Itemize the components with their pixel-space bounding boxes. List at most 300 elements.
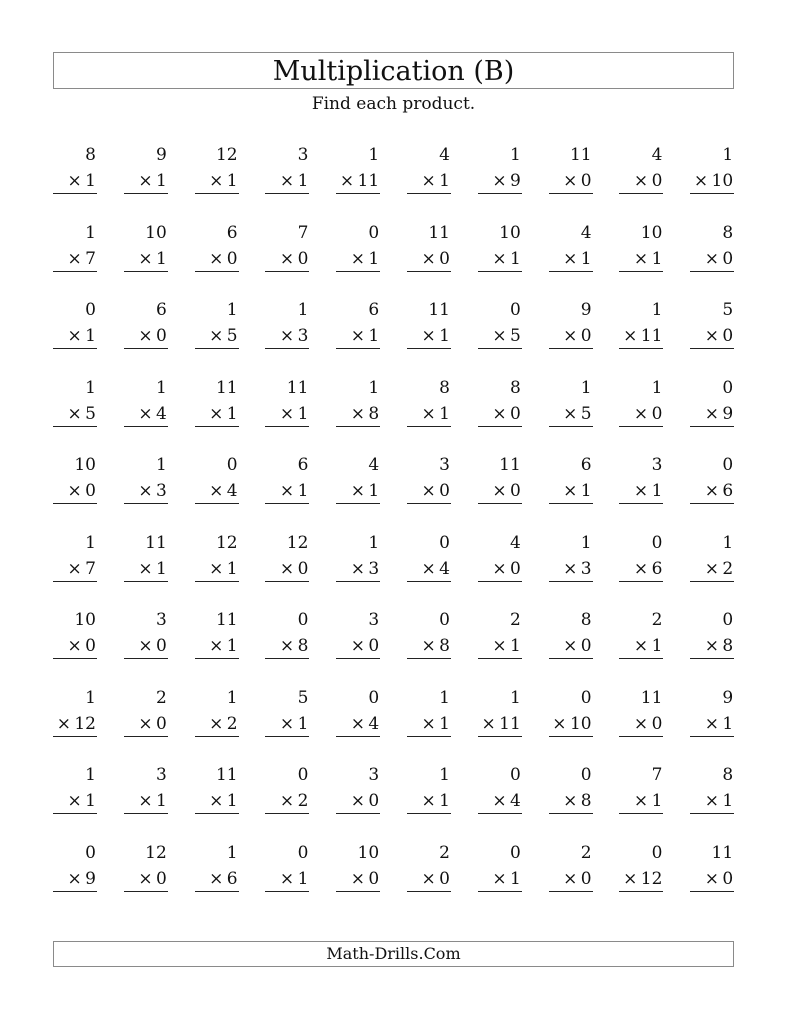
multiplier-row bbox=[336, 633, 380, 659]
multiplier-row bbox=[53, 556, 97, 582]
multiplier-row bbox=[690, 633, 734, 659]
times-sign: × bbox=[67, 636, 82, 656]
multiplicand: 3 bbox=[297, 145, 309, 165]
multiplicand: 5 bbox=[297, 687, 309, 708]
multiplicand: 11 bbox=[215, 377, 238, 398]
multiplicand: 11 bbox=[286, 377, 309, 398]
multiplier: 8 bbox=[580, 791, 592, 811]
times-sign: × bbox=[209, 403, 224, 424]
answer-line bbox=[407, 193, 451, 194]
multiplier: 9 bbox=[722, 403, 734, 424]
multiplier: 1 bbox=[439, 171, 450, 191]
answer-line bbox=[619, 271, 663, 272]
footer-site-name: Math-Drills.Com bbox=[326, 944, 461, 963]
multiplier-row bbox=[265, 168, 309, 194]
multiplier-row bbox=[265, 711, 309, 737]
multiplier: 0 bbox=[439, 248, 450, 269]
multiplier-row bbox=[407, 401, 451, 427]
multiplication-problem bbox=[549, 530, 593, 584]
multiplicand: 9 bbox=[722, 687, 734, 708]
multiplicand: 0 bbox=[85, 842, 96, 863]
times-sign: × bbox=[481, 713, 496, 734]
answer-line bbox=[478, 736, 522, 737]
multiplier-row bbox=[690, 788, 734, 814]
times-sign: × bbox=[704, 481, 719, 501]
multiplier-row bbox=[549, 246, 593, 272]
multiplier-row bbox=[407, 478, 451, 504]
multiplier-row bbox=[478, 866, 522, 892]
multiplier: 1 bbox=[155, 791, 167, 811]
multiplier: 0 bbox=[439, 481, 450, 501]
answer-line bbox=[53, 658, 97, 659]
multiplicand: 6 bbox=[297, 455, 309, 475]
multiplier-row bbox=[265, 323, 309, 349]
multiplicand: 1 bbox=[651, 300, 663, 320]
multiplicand: 5 bbox=[722, 300, 734, 320]
times-sign: × bbox=[421, 558, 436, 579]
answer-line bbox=[690, 581, 734, 582]
multiplicand: 1 bbox=[297, 300, 309, 320]
times-sign: × bbox=[350, 403, 365, 424]
multiplier: 1 bbox=[509, 868, 521, 889]
multiplier: 0 bbox=[722, 868, 734, 889]
multiplier-row bbox=[124, 478, 168, 504]
multiplier: 4 bbox=[226, 481, 238, 501]
multiplicand: 1 bbox=[509, 687, 521, 708]
multiplier-row bbox=[619, 401, 663, 427]
multiplier: 1 bbox=[509, 248, 521, 269]
multiplier-row bbox=[407, 556, 451, 582]
times-sign: × bbox=[350, 713, 365, 734]
answer-line bbox=[265, 348, 309, 349]
times-sign: × bbox=[350, 558, 365, 579]
answer-line bbox=[478, 271, 522, 272]
multiplicand: 1 bbox=[226, 300, 238, 320]
times-sign: × bbox=[138, 636, 153, 656]
multiplier: 9 bbox=[85, 868, 96, 889]
multiplier: 0 bbox=[226, 248, 238, 269]
times-sign: × bbox=[279, 791, 295, 811]
multiplier: 1 bbox=[580, 481, 592, 501]
multiplier: 8 bbox=[297, 636, 309, 656]
multiplier-row bbox=[690, 246, 734, 272]
times-sign: × bbox=[67, 403, 82, 424]
answer-line bbox=[53, 348, 97, 349]
multiplier: 1 bbox=[439, 403, 450, 424]
multiplicand: 3 bbox=[368, 610, 380, 630]
multiplicand: 0 bbox=[368, 222, 380, 243]
multiplier: 1 bbox=[722, 791, 734, 811]
multiplier-row bbox=[619, 246, 663, 272]
answer-line bbox=[336, 736, 380, 737]
times-sign: × bbox=[138, 868, 153, 889]
multiplicand: 1 bbox=[651, 377, 663, 398]
multiplication-problem bbox=[265, 530, 309, 584]
multiplication-problem bbox=[195, 607, 239, 661]
multiplier: 0 bbox=[155, 868, 167, 889]
multiplication-problem bbox=[690, 685, 734, 739]
multiplier-row bbox=[265, 866, 309, 892]
multiplicand: 6 bbox=[368, 300, 380, 320]
multiplication-problem bbox=[195, 297, 239, 351]
multiplier-row bbox=[690, 866, 734, 892]
times-sign: × bbox=[563, 481, 578, 501]
multiplier: 10 bbox=[569, 713, 592, 734]
multiplication-problem bbox=[549, 142, 593, 196]
times-sign: × bbox=[633, 558, 649, 579]
times-sign: × bbox=[209, 171, 224, 191]
multiplier: 11 bbox=[499, 713, 521, 734]
multiplication-problem bbox=[336, 840, 380, 894]
answer-line bbox=[478, 503, 522, 504]
multiplier-row bbox=[53, 246, 97, 272]
multiplier: 4 bbox=[368, 713, 380, 734]
worksheet-instructions: Find each product. bbox=[311, 94, 476, 114]
multiplication-problem bbox=[549, 297, 593, 351]
multiplication-problem bbox=[53, 375, 97, 429]
answer-line bbox=[53, 271, 97, 272]
times-sign: × bbox=[350, 791, 365, 811]
multiplier-row bbox=[336, 788, 380, 814]
multiplier: 6 bbox=[651, 558, 663, 579]
multiplier: 0 bbox=[85, 481, 96, 501]
multiplier: 7 bbox=[85, 558, 96, 579]
multiplication-problem bbox=[53, 762, 97, 816]
multiplier: 1 bbox=[297, 403, 309, 424]
answer-line bbox=[407, 658, 451, 659]
multiplier: 3 bbox=[580, 558, 592, 579]
times-sign: × bbox=[67, 326, 82, 346]
multiplication-problem bbox=[478, 762, 522, 816]
times-sign: × bbox=[633, 248, 649, 269]
multiplicand: 4 bbox=[368, 455, 380, 475]
multiplication-problem bbox=[619, 220, 663, 274]
times-sign: × bbox=[421, 403, 436, 424]
answer-line bbox=[336, 426, 380, 427]
multiplicand: 1 bbox=[85, 377, 96, 398]
answer-line bbox=[195, 813, 239, 814]
multiplication-problem bbox=[195, 685, 239, 739]
multiplier-row bbox=[336, 323, 380, 349]
multiplier-row bbox=[53, 323, 97, 349]
multiplication-problem bbox=[478, 375, 522, 429]
multiplicand: 11 bbox=[428, 222, 450, 243]
multiplier-row bbox=[336, 168, 380, 194]
times-sign: × bbox=[623, 326, 638, 346]
multiplication-problem bbox=[619, 762, 663, 816]
multiplication-problem bbox=[124, 530, 168, 584]
multiplicand: 8 bbox=[509, 377, 521, 398]
answer-line bbox=[336, 891, 380, 892]
multiplier-row bbox=[336, 478, 380, 504]
multiplier: 2 bbox=[722, 558, 734, 579]
multiplier-row bbox=[124, 556, 168, 582]
answer-line bbox=[619, 426, 663, 427]
multiplicand: 11 bbox=[145, 532, 167, 553]
multiplicand: 1 bbox=[226, 687, 238, 708]
multiplication-problem bbox=[124, 452, 168, 506]
multiplication-problem bbox=[407, 530, 451, 584]
multiplication-problem bbox=[407, 452, 451, 506]
multiplicand: 6 bbox=[155, 300, 167, 320]
multiplicand: 1 bbox=[85, 222, 96, 243]
multiplier: 0 bbox=[580, 171, 592, 191]
times-sign: × bbox=[693, 171, 709, 191]
multiplier: 2 bbox=[297, 791, 309, 811]
multiplication-problem bbox=[195, 375, 239, 429]
multiplier-row bbox=[195, 711, 239, 737]
answer-line bbox=[407, 736, 451, 737]
times-sign: × bbox=[492, 481, 507, 501]
answer-line bbox=[619, 813, 663, 814]
answer-line bbox=[195, 581, 239, 582]
answer-line bbox=[336, 503, 380, 504]
multiplicand: 10 bbox=[640, 222, 663, 243]
multiplier: 0 bbox=[155, 713, 167, 734]
multiplier: 4 bbox=[155, 403, 167, 424]
times-sign: × bbox=[704, 558, 719, 579]
multiplier-row bbox=[549, 711, 593, 737]
times-sign: × bbox=[492, 403, 507, 424]
answer-line bbox=[690, 658, 734, 659]
multiplier-row bbox=[478, 168, 522, 194]
multiplication-problem bbox=[124, 375, 168, 429]
multiplier: 0 bbox=[651, 403, 663, 424]
times-sign: × bbox=[138, 326, 153, 346]
times-sign: × bbox=[492, 636, 507, 656]
multiplier-row bbox=[478, 788, 522, 814]
multiplication-problem bbox=[53, 297, 97, 351]
answer-line bbox=[478, 658, 522, 659]
answer-line bbox=[619, 348, 663, 349]
answer-line bbox=[690, 271, 734, 272]
multiplier-row bbox=[53, 633, 97, 659]
multiplier-row bbox=[336, 401, 380, 427]
multiplicand: 11 bbox=[640, 687, 663, 708]
answer-line bbox=[407, 426, 451, 427]
multiplier-row bbox=[124, 323, 168, 349]
multiplier-row bbox=[124, 168, 168, 194]
multiplicand: 4 bbox=[509, 532, 521, 553]
answer-line bbox=[53, 581, 97, 582]
times-sign: × bbox=[492, 171, 507, 191]
multiplicand: 1 bbox=[226, 842, 238, 863]
answer-line bbox=[549, 503, 593, 504]
times-sign: × bbox=[67, 558, 82, 579]
answer-line bbox=[53, 813, 97, 814]
answer-line bbox=[690, 891, 734, 892]
answer-line bbox=[336, 581, 380, 582]
times-sign: × bbox=[421, 791, 436, 811]
times-sign: × bbox=[633, 481, 649, 501]
multiplicand: 0 bbox=[722, 377, 734, 398]
multiplier-row bbox=[195, 323, 239, 349]
answer-line bbox=[124, 736, 168, 737]
multiplicand: 8 bbox=[722, 222, 734, 243]
multiplier-row bbox=[549, 633, 593, 659]
multiplication-problem bbox=[619, 607, 663, 661]
multiplier-row bbox=[195, 168, 239, 194]
multiplier-row bbox=[124, 633, 168, 659]
multiplicand: 0 bbox=[722, 610, 734, 630]
answer-line bbox=[265, 193, 309, 194]
multiplicand: 10 bbox=[74, 455, 96, 475]
multiplier: 1 bbox=[368, 481, 380, 501]
multiplication-problem bbox=[336, 762, 380, 816]
multiplication-problem bbox=[336, 297, 380, 351]
times-sign: × bbox=[633, 713, 649, 734]
times-sign: × bbox=[209, 868, 224, 889]
times-sign: × bbox=[704, 403, 719, 424]
times-sign: × bbox=[704, 326, 719, 346]
times-sign: × bbox=[421, 481, 436, 501]
multiplier-row bbox=[690, 401, 734, 427]
times-sign: × bbox=[339, 171, 355, 191]
times-sign: × bbox=[552, 713, 567, 734]
multiplier: 3 bbox=[297, 326, 309, 346]
multiplier: 12 bbox=[640, 868, 663, 889]
multiplier: 0 bbox=[155, 636, 167, 656]
answer-line bbox=[619, 193, 663, 194]
multiplier: 5 bbox=[580, 403, 592, 424]
answer-line bbox=[478, 581, 522, 582]
multiplier: 7 bbox=[85, 248, 96, 269]
times-sign: × bbox=[350, 248, 365, 269]
multiplier-row bbox=[619, 788, 663, 814]
times-sign: × bbox=[633, 791, 649, 811]
multiplier: 1 bbox=[155, 558, 167, 579]
multiplicand: 7 bbox=[297, 222, 309, 243]
answer-line bbox=[195, 736, 239, 737]
answer-line bbox=[124, 348, 168, 349]
multiplier-row bbox=[478, 401, 522, 427]
multiplier-row bbox=[336, 711, 380, 737]
times-sign: × bbox=[209, 248, 224, 269]
times-sign: × bbox=[633, 403, 649, 424]
times-sign: × bbox=[421, 868, 436, 889]
multiplication-problem bbox=[478, 142, 522, 196]
times-sign: × bbox=[492, 868, 507, 889]
multiplier-row bbox=[407, 633, 451, 659]
answer-line bbox=[690, 813, 734, 814]
answer-line bbox=[549, 736, 593, 737]
times-sign: × bbox=[56, 713, 71, 734]
multiplication-problem bbox=[690, 375, 734, 429]
multiplicand: 12 bbox=[215, 145, 238, 165]
multiplication-problem bbox=[195, 142, 239, 196]
multiplicand: 1 bbox=[368, 145, 380, 165]
answer-line bbox=[549, 891, 593, 892]
answer-line bbox=[478, 348, 522, 349]
multiplier-row bbox=[124, 788, 168, 814]
times-sign: × bbox=[563, 636, 578, 656]
times-sign: × bbox=[209, 713, 224, 734]
answer-line bbox=[478, 193, 522, 194]
answer-line bbox=[124, 581, 168, 582]
multiplier: 1 bbox=[85, 171, 96, 191]
multiplier: 0 bbox=[651, 171, 663, 191]
multiplicand: 0 bbox=[651, 842, 663, 863]
times-sign: × bbox=[138, 248, 153, 269]
answer-line bbox=[195, 503, 239, 504]
times-sign: × bbox=[492, 558, 507, 579]
times-sign: × bbox=[209, 326, 224, 346]
multiplier-row bbox=[619, 168, 663, 194]
multiplicand: 2 bbox=[439, 842, 450, 863]
answer-line bbox=[549, 658, 593, 659]
answer-line bbox=[265, 581, 309, 582]
multiplication-problem bbox=[690, 762, 734, 816]
multiplier: 1 bbox=[226, 171, 238, 191]
multiplier: 1 bbox=[226, 791, 238, 811]
times-sign: × bbox=[67, 791, 82, 811]
multiplicand: 1 bbox=[509, 145, 521, 165]
multiplicand: 1 bbox=[722, 145, 734, 165]
times-sign: × bbox=[209, 481, 224, 501]
times-sign: × bbox=[279, 326, 295, 346]
multiplicand: 2 bbox=[580, 842, 592, 863]
multiplier-row bbox=[549, 788, 593, 814]
multiplier: 6 bbox=[226, 868, 238, 889]
multiplier: 0 bbox=[509, 481, 521, 501]
multiplier: 9 bbox=[509, 171, 521, 191]
multiplier: 1 bbox=[226, 636, 238, 656]
multiplier-row bbox=[690, 556, 734, 582]
multiplicand: 9 bbox=[155, 145, 167, 165]
multiplier: 1 bbox=[580, 248, 592, 269]
multiplicand: 11 bbox=[499, 455, 521, 475]
multiplication-problem bbox=[53, 685, 97, 739]
answer-line bbox=[690, 503, 734, 504]
multiplier-row bbox=[478, 556, 522, 582]
multiplicand: 0 bbox=[439, 610, 450, 630]
multiplication-problem bbox=[124, 220, 168, 274]
multiplier: 0 bbox=[580, 636, 592, 656]
multiplier: 1 bbox=[155, 171, 167, 191]
multiplier: 1 bbox=[651, 248, 663, 269]
multiplication-problem bbox=[690, 840, 734, 894]
multiplication-problem bbox=[53, 220, 97, 274]
multiplier: 1 bbox=[439, 791, 450, 811]
answer-line bbox=[336, 193, 380, 194]
times-sign: × bbox=[421, 713, 436, 734]
multiplicand: 2 bbox=[155, 687, 167, 708]
multiplication-problem bbox=[265, 762, 309, 816]
answer-line bbox=[336, 813, 380, 814]
multiplication-problem bbox=[195, 840, 239, 894]
multiplication-problem bbox=[124, 840, 168, 894]
answer-line bbox=[478, 426, 522, 427]
answer-line bbox=[690, 426, 734, 427]
answer-line bbox=[407, 503, 451, 504]
multiplicand: 0 bbox=[722, 455, 734, 475]
answer-line bbox=[195, 658, 239, 659]
multiplicand: 8 bbox=[580, 610, 592, 630]
multiplication-problem bbox=[124, 685, 168, 739]
multiplicand: 11 bbox=[711, 842, 734, 863]
answer-line bbox=[478, 813, 522, 814]
multiplication-problem bbox=[407, 762, 451, 816]
multiplication-problem bbox=[407, 142, 451, 196]
multiplicand: 0 bbox=[368, 687, 380, 708]
answer-line bbox=[549, 581, 593, 582]
multiplication-problem bbox=[124, 142, 168, 196]
multiplication-problem bbox=[336, 220, 380, 274]
multiplier-row bbox=[53, 168, 97, 194]
multiplication-problem bbox=[407, 685, 451, 739]
times-sign: × bbox=[492, 791, 507, 811]
multiplicand: 12 bbox=[286, 532, 309, 553]
